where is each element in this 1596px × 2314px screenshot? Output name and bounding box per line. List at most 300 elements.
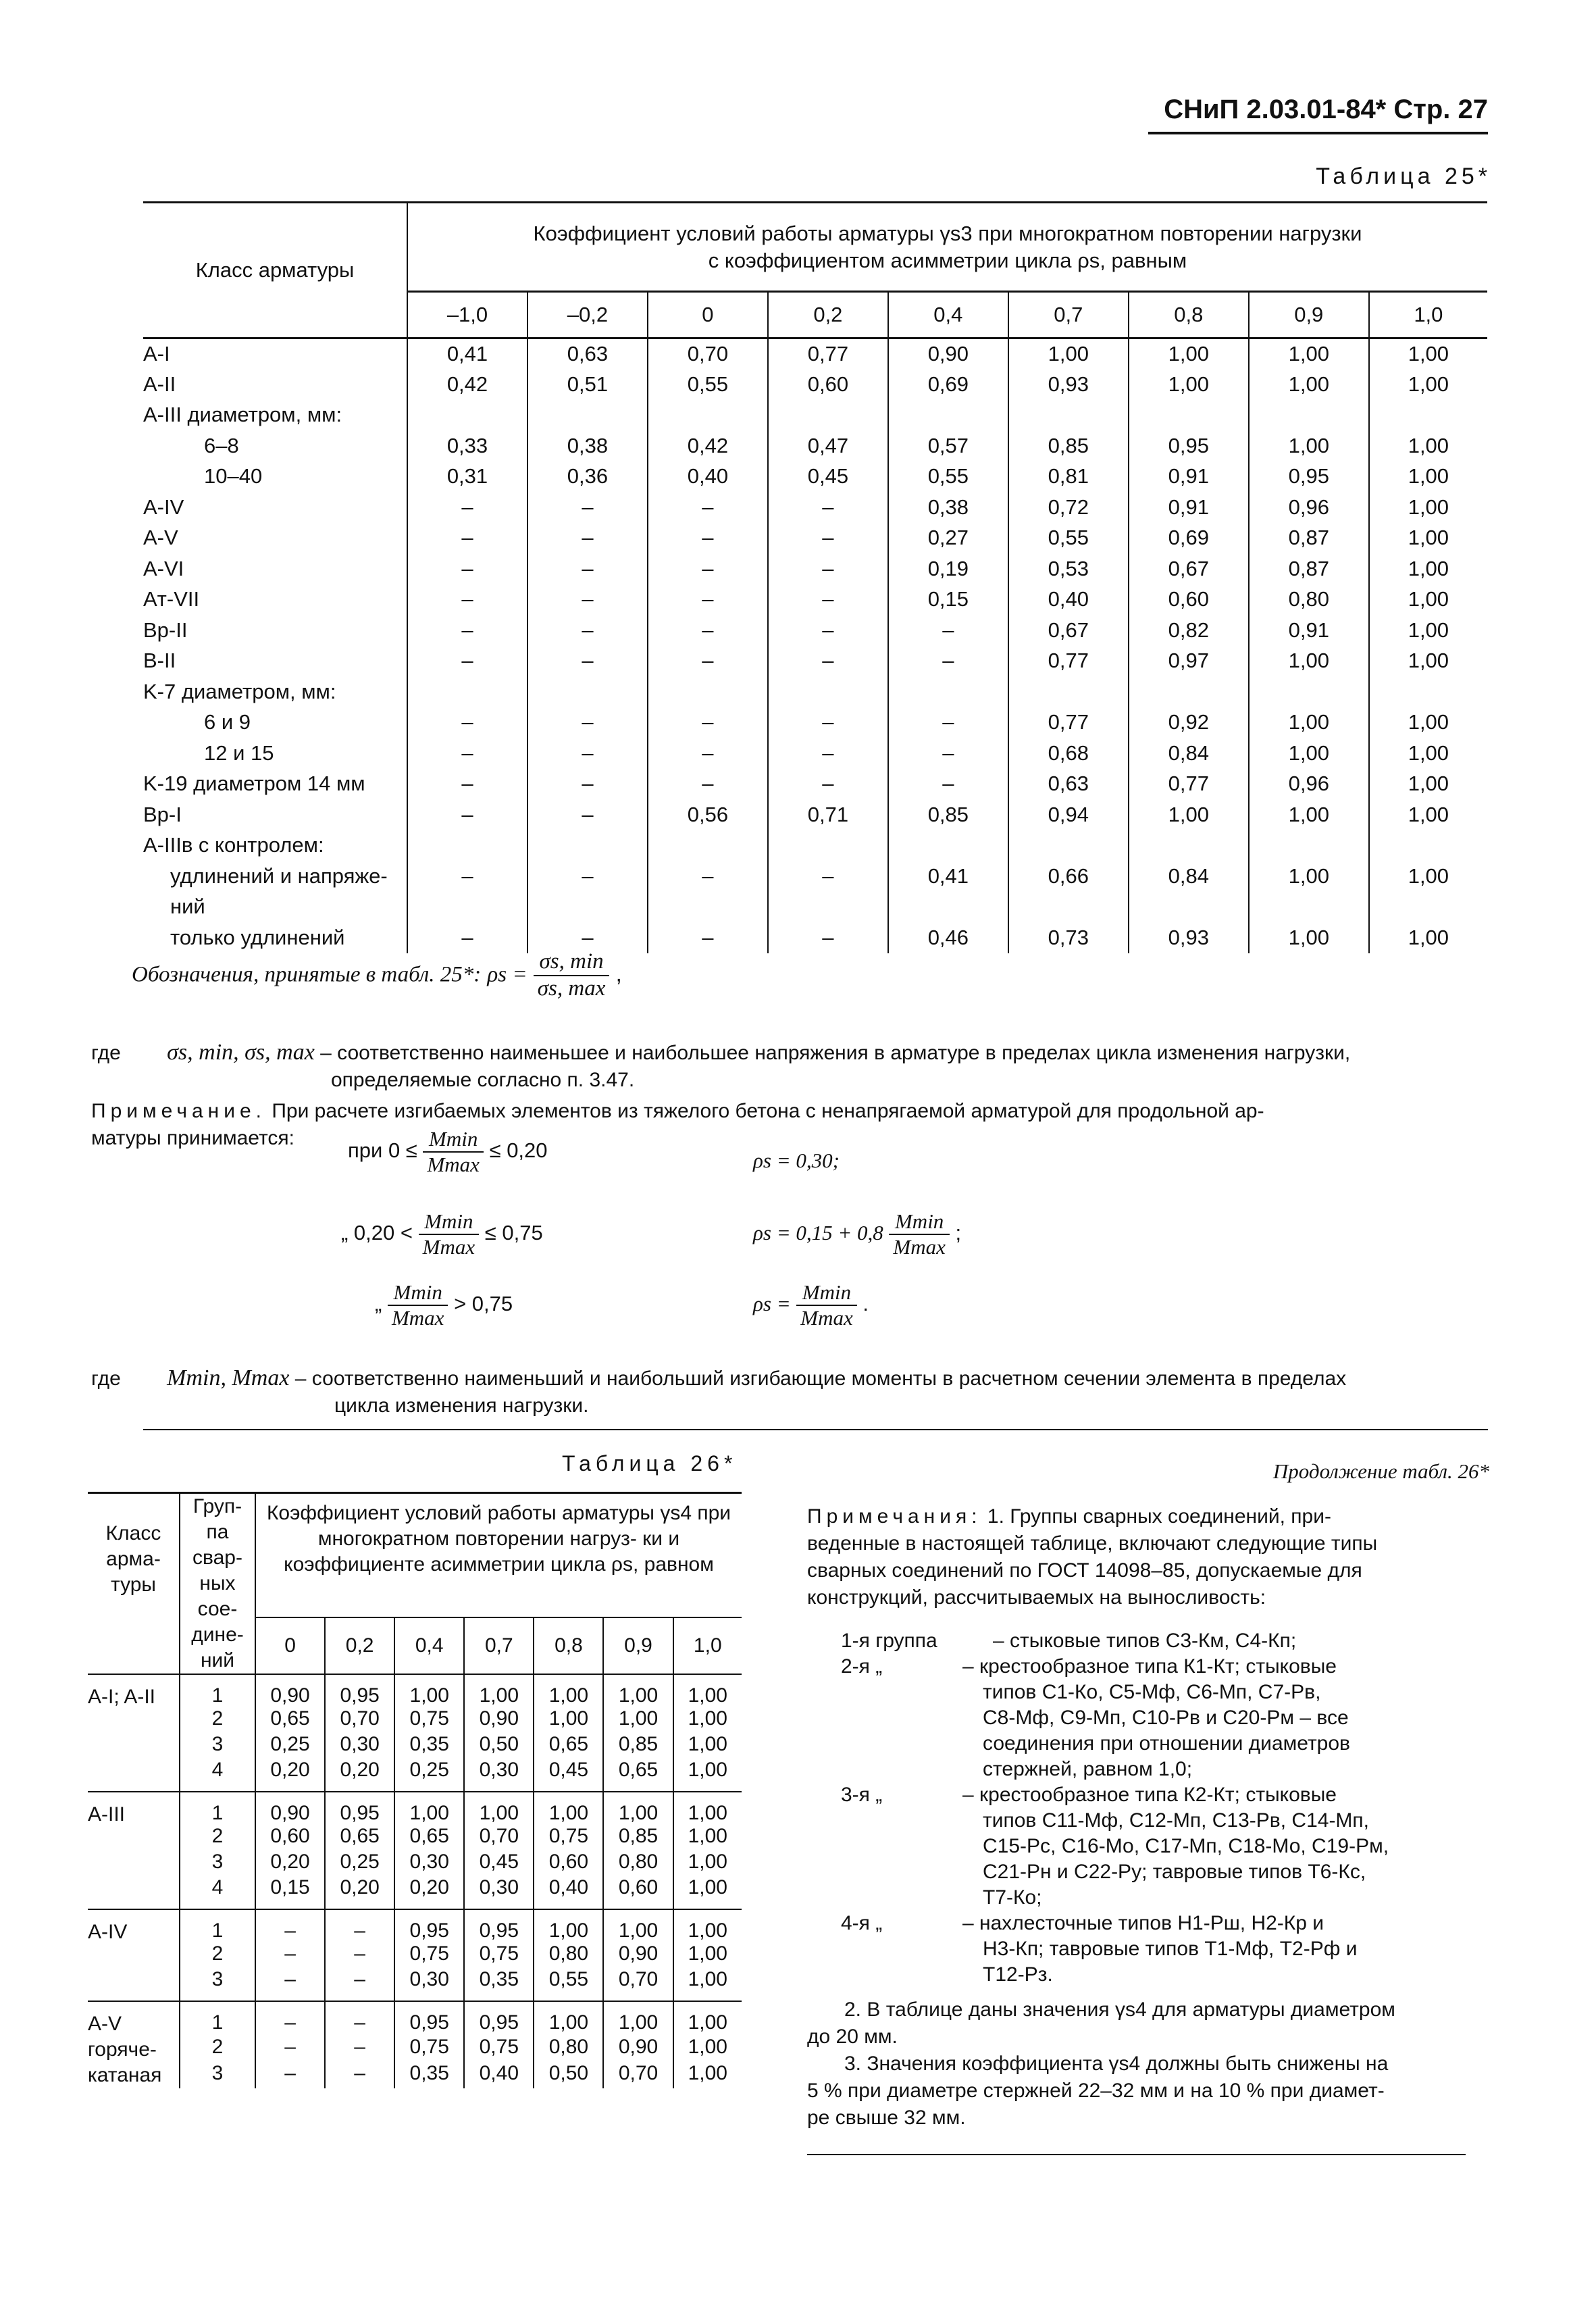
- t25-cell: 1,00: [1249, 430, 1369, 461]
- note-head: Примечание.: [91, 1100, 266, 1122]
- t25-cell: 0,77: [1008, 646, 1129, 677]
- t25-cell: [888, 830, 1008, 861]
- t25-cell: 1,00: [1369, 799, 1487, 830]
- t25-cell: 0,93: [1129, 922, 1249, 953]
- t25-cell: 1,00: [1369, 492, 1487, 523]
- t26-row: [88, 1851, 742, 1876]
- t26-col-header: 0,8: [534, 1617, 603, 1674]
- t25-row-label: K-19 диаметром 14 мм: [143, 772, 365, 796]
- t25-cell: 0,55: [648, 369, 768, 400]
- t25-cell: [1249, 892, 1369, 923]
- t26-cell: 0,40: [464, 2062, 534, 2088]
- t25-cell: [768, 892, 888, 923]
- t25-cell: –: [407, 615, 527, 646]
- t25-col-header: 0,9: [1249, 292, 1369, 338]
- t25-row: [143, 861, 1487, 892]
- t25-col-header: 0,2: [768, 292, 888, 338]
- t26-cell: –: [255, 2036, 325, 2062]
- t26-class-cell: A-V горяче- катаная: [88, 2013, 162, 2086]
- t25-cell: [1249, 400, 1369, 431]
- t26-cell: 0,20: [325, 1759, 394, 1792]
- t25-cell: 0,46: [888, 922, 1008, 953]
- cond1-num: Mmin: [423, 1127, 483, 1153]
- t26-cell: 1,00: [603, 1707, 673, 1733]
- t25-cell: 0,96: [1249, 769, 1369, 800]
- t25-row: [143, 338, 1487, 370]
- t26-row: [88, 1968, 742, 2001]
- t26-cell: 0,60: [534, 1851, 603, 1876]
- t25-cell: [888, 676, 1008, 707]
- t25-cell: 0,84: [1129, 738, 1249, 769]
- note-text1: При расчете изгибаемых элементов из тяжелого бетона с ненапрягаемой арматурой для продольной ар-: [272, 1100, 1264, 1122]
- t26-cell: 1,00: [603, 1674, 673, 1707]
- t26-cell: 1,00: [673, 1759, 742, 1792]
- t25-cell: 0,19: [888, 553, 1008, 584]
- t25-cell: 0,15: [888, 584, 1008, 615]
- t25-cell: –: [768, 922, 888, 953]
- t26-cell: 0,20: [255, 1851, 325, 1876]
- t25-cell: 1,00: [1369, 861, 1487, 892]
- t25-cell: –: [527, 492, 648, 523]
- t25-row-label: ний: [170, 895, 205, 919]
- t25-row-label: A-III диаметром, мм:: [143, 403, 342, 427]
- t25-cell: –: [648, 492, 768, 523]
- t26-cell: 1,00: [394, 1792, 464, 1825]
- t26-cell: 1,00: [603, 1909, 673, 1942]
- t26-row: [88, 2062, 742, 2088]
- t26-cell: –: [255, 2001, 325, 2036]
- t25-col-header: 1,0: [1369, 292, 1487, 338]
- sigma-min: σs, min: [534, 949, 610, 976]
- t25-row-label: 10–40: [204, 464, 263, 488]
- t25-row-label: 12 и 15: [204, 740, 274, 765]
- weld-group-line: – нахлесточные типов Н1-Рш, Н2-Кр и: [962, 1912, 1324, 1934]
- t25-cell: –: [527, 523, 648, 554]
- formula-tail: ,: [615, 961, 622, 986]
- t26-cell: 0,90: [255, 1674, 325, 1707]
- t25-cell: [888, 892, 1008, 923]
- t26-group-cell: 1: [180, 1792, 255, 1825]
- notation-formula: [132, 949, 622, 1002]
- t25-cell: 0,96: [1249, 492, 1369, 523]
- t25-row-label: Bp-I: [143, 802, 182, 826]
- t25-cell: [527, 676, 648, 707]
- weld-group-line: – стыковые типов С3-Км, С4-Кп;: [993, 1630, 1297, 1652]
- t25-cell: 1,00: [1369, 738, 1487, 769]
- t25-cell: 0,80: [1249, 584, 1369, 615]
- t25-row-label: A-IV: [143, 495, 184, 519]
- t25-cell: –: [407, 861, 527, 892]
- t25-cell: –: [768, 584, 888, 615]
- t26-group-cell: 1: [180, 2001, 255, 2036]
- t26-cell: 0,90: [255, 1792, 325, 1825]
- t26-col-header: 1,0: [673, 1617, 742, 1674]
- t26-cell: 0,60: [255, 1825, 325, 1851]
- weld-group-line: С21-Рн и С22-Ру; тавровые типов Т6-Кс,: [983, 1861, 1366, 1883]
- t26-coef-header: Коэффициент условий работы арматуры γs4 при многократном повторении нагруз- ки и коэффициенте асимметрии цикла ρs, равном: [255, 1493, 742, 1618]
- t26-cell: 1,00: [464, 1674, 534, 1707]
- t26-group-cell: 2: [180, 1825, 255, 1851]
- t25-cell: 0,95: [1129, 430, 1249, 461]
- t25-cell: –: [768, 646, 888, 677]
- t25-row: [143, 769, 1487, 800]
- t25-cell: –: [888, 707, 1008, 738]
- t26-cell: 1,00: [673, 1942, 742, 1968]
- t25-cell: [1008, 892, 1129, 923]
- t26-cell: –: [325, 2036, 394, 2062]
- t25-body: [143, 338, 1487, 953]
- t25-cell: 0,91: [1249, 615, 1369, 646]
- t25-cell: [1008, 830, 1129, 861]
- header-rule: [1148, 132, 1488, 134]
- table-25: [143, 201, 1487, 953]
- t25-cell: [888, 400, 1008, 431]
- t25-cell: –: [407, 523, 527, 554]
- rho-3: [753, 1280, 869, 1330]
- weld-group-line: С8-Мф, С9-Мп, С10-Рв и С20-Рм – все: [983, 1707, 1349, 1729]
- t25-cell: [1129, 676, 1249, 707]
- t26-class-header: Класс арма- туры: [88, 1493, 180, 1675]
- t26-group-cell: 4: [180, 1759, 255, 1792]
- weld-group-line: С15-Рс, С16-Мо, С17-Мп, С18-Мо, С19-Рм,: [983, 1835, 1389, 1857]
- cond3-num: Mmin: [388, 1280, 448, 1306]
- t25-cell: –: [407, 492, 527, 523]
- t25-cell: –: [648, 922, 768, 953]
- t25-col-header: 0: [648, 292, 768, 338]
- t26-cell: 1,00: [534, 1792, 603, 1825]
- t25-cell: 1,00: [1129, 338, 1249, 370]
- t26-row: [88, 1733, 742, 1759]
- t25-cell: 1,00: [1369, 707, 1487, 738]
- t26-cell: 1,00: [673, 2036, 742, 2062]
- cond1-den: Mmax: [427, 1152, 480, 1176]
- cond2-fraction: [419, 1209, 479, 1259]
- t25-cell: 0,69: [1129, 523, 1249, 554]
- t25-cell: [768, 676, 888, 707]
- t26-cell: 0,75: [534, 1825, 603, 1851]
- t26-cell: –: [325, 2001, 394, 2036]
- t26-row: [88, 2001, 742, 2036]
- notation-intro: Обозначения, принятые в табл. 25*:: [132, 962, 482, 987]
- t25-cell: 0,36: [527, 461, 648, 493]
- t25-row-label: A-V: [143, 526, 178, 550]
- t25-row: [143, 707, 1487, 738]
- t26-cell: 1,00: [673, 2001, 742, 2036]
- t26-cell: 0,20: [325, 1876, 394, 1909]
- t26-col-header: 0,4: [394, 1617, 464, 1674]
- t25-cell: 0,95: [1249, 461, 1369, 493]
- t26-cell: 0,85: [603, 1825, 673, 1851]
- t25-cell: –: [527, 799, 648, 830]
- t26-cell: 0,25: [255, 1733, 325, 1759]
- cond3-den: Mmax: [391, 1305, 444, 1330]
- t26-cell: 1,00: [673, 1792, 742, 1825]
- t25-row: [143, 400, 1487, 431]
- t25-cell: [768, 830, 888, 861]
- t25-col-header: –0,2: [527, 292, 648, 338]
- table26-continuation: Продолжение табл. 26*: [1272, 1459, 1489, 1483]
- t25-cell: 0,31: [407, 461, 527, 493]
- t26-cell: 0,35: [464, 1968, 534, 2001]
- t26-cell: 0,30: [394, 1851, 464, 1876]
- t25-cell: –: [527, 738, 648, 769]
- weld-group-name: 3-я „: [841, 1784, 883, 1806]
- t25-row: [143, 369, 1487, 400]
- t25-cell: –: [407, 922, 527, 953]
- weld-group-line: Т12-Рз.: [983, 1963, 1053, 1986]
- t25-cell: –: [407, 646, 527, 677]
- table25-caption: Таблица 25*: [1316, 164, 1491, 189]
- t25-cell: 0,94: [1008, 799, 1129, 830]
- t25-cell: 1,00: [1369, 584, 1487, 615]
- t26-row: [88, 1876, 742, 1909]
- t26-cell: 0,70: [603, 1968, 673, 2001]
- where2-symbols: Mmin, Mmax: [167, 1365, 290, 1390]
- rho2-den: Mmax: [893, 1234, 946, 1259]
- t26-cell: 0,95: [464, 2001, 534, 2036]
- t25-cell: [648, 676, 768, 707]
- t25-cell: –: [648, 553, 768, 584]
- t25-cell: [1369, 892, 1487, 923]
- t25-row-label: 6 и 9: [204, 710, 251, 734]
- t26-col-header: 0: [255, 1617, 325, 1674]
- t25-cell: [527, 892, 648, 923]
- t25-cell: 1,00: [1249, 861, 1369, 892]
- weld-group-line: стержней, равном 1,0;: [983, 1758, 1193, 1780]
- t25-row-label: удлинений и напряже-: [170, 863, 388, 888]
- t26-cell: –: [325, 1968, 394, 2001]
- condition-2: [341, 1209, 543, 1259]
- t25-cell: [648, 400, 768, 431]
- t25-cell: –: [648, 769, 768, 800]
- t26-cell: 1,00: [534, 1674, 603, 1707]
- t26-cell: 0,70: [464, 1825, 534, 1851]
- sigma-fraction: [534, 949, 610, 1002]
- t26-class-cell: A-III: [88, 1792, 180, 1909]
- t25-row-label: 6–8: [204, 433, 239, 457]
- t25-row: [143, 584, 1487, 615]
- t25-cell: 0,51: [527, 369, 648, 400]
- rho3-den: Mmax: [800, 1305, 853, 1330]
- cond1-pre: при 0 ≤: [348, 1138, 417, 1162]
- t25-cell: –: [527, 615, 648, 646]
- t26-cell: 1,00: [394, 1674, 464, 1707]
- t25-cell: 0,67: [1008, 615, 1129, 646]
- t25-cell: –: [888, 769, 1008, 800]
- note26-1-line4: конструкций, рассчитываемых на выносливость:: [807, 1586, 1266, 1609]
- t26-cell: 0,65: [325, 1825, 394, 1851]
- weld-group-line: соединения при отношении диаметров: [983, 1732, 1350, 1755]
- t25-row-label: B-II: [143, 649, 176, 673]
- t26-cell: 0,95: [325, 1674, 394, 1707]
- t25-cell: 0,38: [888, 492, 1008, 523]
- t26-group-cell: 3: [180, 1733, 255, 1759]
- t25-col-header: 0,8: [1129, 292, 1249, 338]
- weld-group-name: 2-я „: [841, 1655, 883, 1678]
- rho3-text: ρs =: [753, 1291, 791, 1315]
- where2-text2: цикла изменения нагрузки.: [334, 1394, 589, 1417]
- where1-text1: – соответственно наименьшее и наибольшее напряжения в арматуре в пределах цикла изменения нагрузки,: [320, 1042, 1351, 1064]
- t25-cell: –: [648, 707, 768, 738]
- t26-cell: –: [325, 1909, 394, 1942]
- t25-row: [143, 922, 1487, 953]
- t26-cell: 0,75: [394, 1942, 464, 1968]
- t25-cell: [407, 830, 527, 861]
- t25-cell: 0,42: [407, 369, 527, 400]
- t26-cell: 1,00: [534, 1909, 603, 1942]
- t26-cell: 0,75: [464, 2036, 534, 2062]
- rho2-tail: ;: [955, 1220, 962, 1244]
- t26-row: [88, 1909, 742, 1942]
- t25-cell: 0,57: [888, 430, 1008, 461]
- t26-cell: 0,75: [464, 1942, 534, 1968]
- t25-cell: [407, 676, 527, 707]
- t25-row: [143, 492, 1487, 523]
- t25-cell: –: [407, 584, 527, 615]
- t25-cell: 0,87: [1249, 523, 1369, 554]
- t25-cell: 1,00: [1249, 646, 1369, 677]
- t25-cell: 0,42: [648, 430, 768, 461]
- t26-cell: 0,20: [255, 1759, 325, 1792]
- t25-cell: 1,00: [1369, 553, 1487, 584]
- rho-lhs: ρs =: [487, 962, 527, 987]
- t25-cell: 1,00: [1249, 369, 1369, 400]
- t25-cell: 0,67: [1129, 553, 1249, 584]
- t25-cell: 0,90: [888, 338, 1008, 370]
- t26-cell: 0,90: [464, 1707, 534, 1733]
- table-26: [88, 1492, 742, 2088]
- cond3-fraction: [388, 1280, 448, 1330]
- t25-cell: 0,85: [1008, 430, 1129, 461]
- t25-cell: –: [407, 738, 527, 769]
- note26-1-line2: веденные в настоящей таблице, включают следующие типы: [807, 1532, 1378, 1555]
- t26-cell: 1,00: [603, 1792, 673, 1825]
- t25-cell: [527, 830, 648, 861]
- t26-cell: –: [325, 1942, 394, 1968]
- where2-text1: – соответственно наименьший и наибольший изгибающие моменты в расчетном сечении элемента в пределах: [294, 1367, 1347, 1390]
- t25-cell: [1249, 830, 1369, 861]
- t25-cell: –: [648, 584, 768, 615]
- t25-cell: 0,40: [1008, 584, 1129, 615]
- t25-cell: –: [407, 799, 527, 830]
- t25-cell: 1,00: [1249, 799, 1369, 830]
- t25-cell: –: [768, 523, 888, 554]
- t25-cell: 0,53: [1008, 553, 1129, 584]
- where1-text2: определяемые согласно п. 3.47.: [331, 1069, 635, 1091]
- t26-cell: 0,95: [325, 1792, 394, 1825]
- t26-cell: –: [255, 1968, 325, 2001]
- t26-cell: 0,30: [325, 1733, 394, 1759]
- t26-group-cell: 2: [180, 1942, 255, 1968]
- t25-cell: [1129, 400, 1249, 431]
- t26-cell: 1,00: [534, 2001, 603, 2036]
- t25-cell: –: [648, 861, 768, 892]
- t26-cell: 0,80: [603, 1851, 673, 1876]
- t26-cell: 1,00: [673, 1876, 742, 1909]
- t25-cell: 0,77: [768, 338, 888, 370]
- t25-row-label: A-I: [143, 342, 170, 366]
- where2-lead: где: [91, 1367, 121, 1390]
- t25-cell: 1,00: [1249, 707, 1369, 738]
- t25-col-header: 0,7: [1008, 292, 1129, 338]
- t26-group-cell: 3: [180, 1851, 255, 1876]
- t25-row: [143, 892, 1487, 923]
- cond1-fraction: [423, 1127, 483, 1176]
- t26-cell: –: [255, 1909, 325, 1942]
- t25-cell: [768, 400, 888, 431]
- t25-cell: 0,69: [888, 369, 1008, 400]
- cond2-post: ≤ 0,75: [484, 1220, 543, 1244]
- t26-row: [88, 1942, 742, 1968]
- t26-cell: 1,00: [673, 1674, 742, 1707]
- t25-cell: 1,00: [1129, 369, 1249, 400]
- t25-cell: [407, 892, 527, 923]
- t26-cell: 0,20: [394, 1876, 464, 1909]
- t26-cell: 0,75: [394, 1707, 464, 1733]
- t25-cell: 1,00: [1369, 523, 1487, 554]
- t26-row: [88, 1674, 742, 1707]
- t26-group-cell: 4: [180, 1876, 255, 1909]
- rho3-num: Mmin: [796, 1280, 856, 1306]
- t25-cell: –: [527, 553, 648, 584]
- t25-cell: 0,55: [888, 461, 1008, 493]
- t26-cell: 0,70: [325, 1707, 394, 1733]
- weld-group-name: 4-я „: [841, 1912, 883, 1934]
- t26-row: [88, 1707, 742, 1733]
- t25-cell: 0,38: [527, 430, 648, 461]
- t26-cell: 0,50: [464, 1733, 534, 1759]
- t26-row: [88, 1759, 742, 1792]
- t25-row: [143, 553, 1487, 584]
- t25-cell: [1008, 400, 1129, 431]
- end-rule: [807, 2154, 1466, 2155]
- t25-cell: 0,82: [1129, 615, 1249, 646]
- table26-notes-2-3: [807, 1996, 1476, 2132]
- t25-cell: –: [648, 646, 768, 677]
- t25-cell: –: [768, 769, 888, 800]
- t25-cell: 0,68: [1008, 738, 1129, 769]
- t26-cell: 0,75: [394, 2036, 464, 2062]
- t25-cell: [1369, 830, 1487, 861]
- cond2-num: Mmin: [419, 1209, 479, 1235]
- t26-group-cell: 3: [180, 2062, 255, 2088]
- t25-cell: 1,00: [1369, 769, 1487, 800]
- t26-cell: 0,45: [464, 1851, 534, 1876]
- t25-cell: 1,00: [1249, 738, 1369, 769]
- t25-row-label: только удлинений: [170, 925, 345, 949]
- t26-cell: 1,00: [673, 1851, 742, 1876]
- t25-cell: –: [407, 707, 527, 738]
- table26-caption: Таблица 26*: [562, 1451, 738, 1476]
- t25-cell: 0,27: [888, 523, 1008, 554]
- t25-cell: [407, 400, 527, 431]
- t25-cell: 0,77: [1008, 707, 1129, 738]
- t26-cell: 0,15: [255, 1876, 325, 1909]
- sigma-max: σs, max: [537, 976, 606, 1001]
- t25-cell: 1,00: [1369, 922, 1487, 953]
- t25-cell: 1,00: [1249, 922, 1369, 953]
- t26-cell: 0,50: [534, 2062, 603, 2088]
- t26-cell: 0,80: [534, 2036, 603, 2062]
- t25-col-header: –1,0: [407, 292, 527, 338]
- t25-cell: –: [527, 584, 648, 615]
- t25-row: [143, 430, 1487, 461]
- t26-cell: 0,25: [325, 1851, 394, 1876]
- t26-cell: 0,95: [394, 2001, 464, 2036]
- note-block: [91, 1098, 1489, 1152]
- t25-cell: 0,41: [888, 861, 1008, 892]
- t25-col-header: 0,4: [888, 292, 1008, 338]
